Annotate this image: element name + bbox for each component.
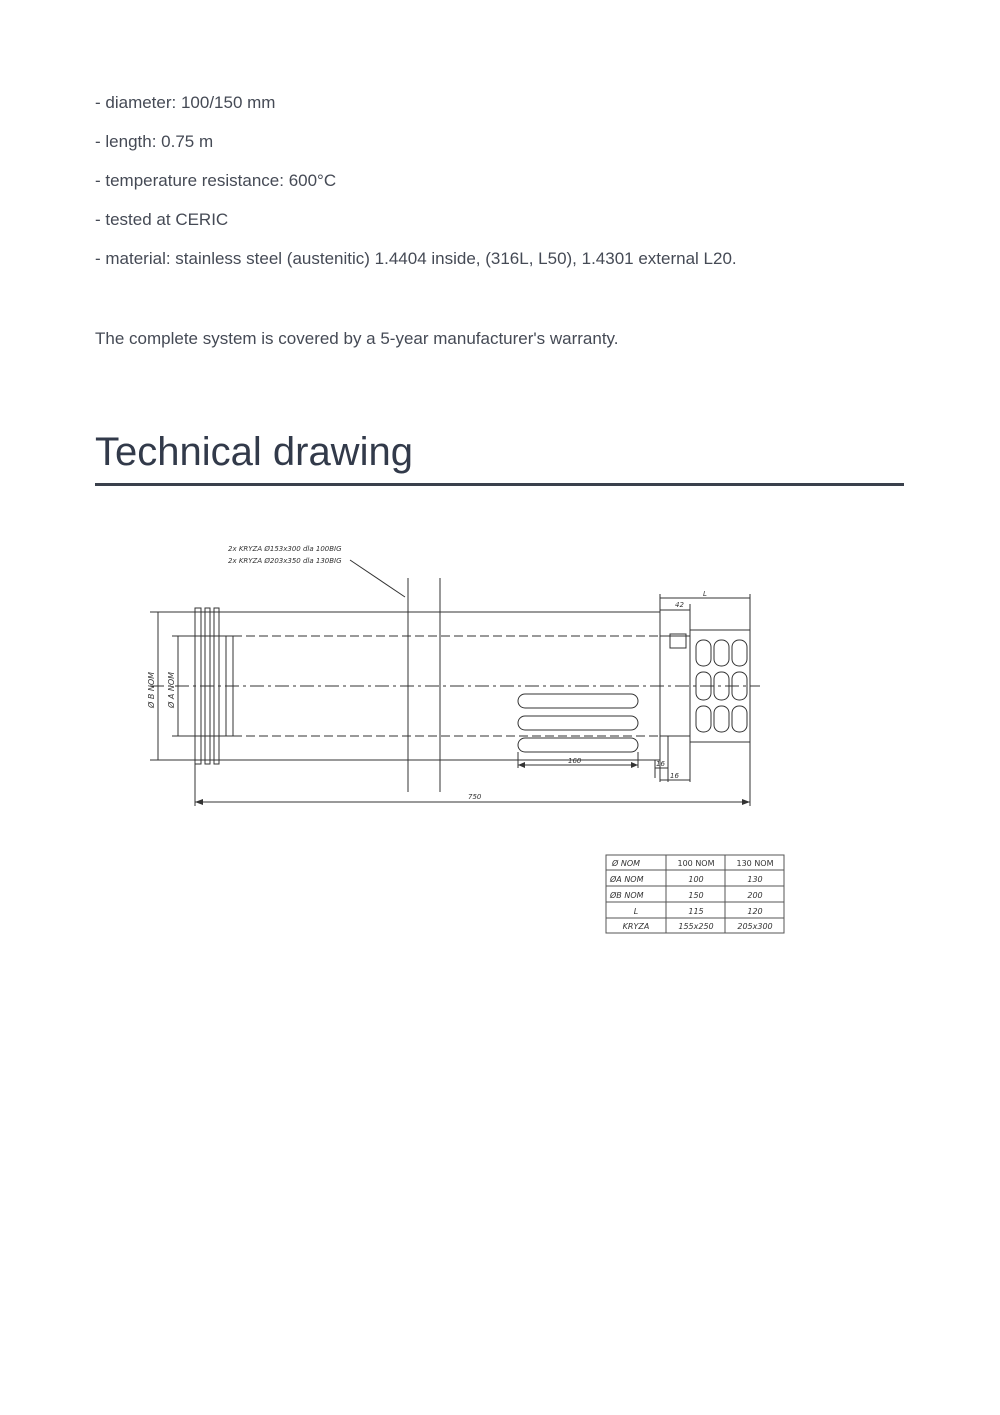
table-cell: 120 <box>747 907 763 916</box>
table-cell: KRYZA <box>622 922 650 931</box>
dim-42: 42 <box>675 601 684 609</box>
table-cell: ØB NOM <box>610 891 644 900</box>
table-header-cell: 130 NOM <box>736 859 774 868</box>
spec-temperature: - temperature resistance: 600°C <box>95 171 337 190</box>
table-header-cell: 100 NOM <box>677 859 715 868</box>
dim-16a: 16 <box>656 760 665 768</box>
section-title: Technical drawing <box>95 430 413 474</box>
dim-750: 750 <box>468 793 482 801</box>
table-cell: L <box>633 907 639 916</box>
spec-material: - material: stainless steel (austenitic) 1.4404 inside, (316L, L50), 1.4301 external L20. <box>95 249 737 268</box>
table-cell: 200 <box>747 891 763 900</box>
dim-16b: 16 <box>670 772 679 780</box>
spec-table <box>609 858 774 931</box>
table-cell: 100 <box>688 875 704 884</box>
table-cell: ØA NOM <box>610 875 644 884</box>
spec-diameter: - diameter: 100/150 mm <box>95 93 276 112</box>
dim-label-b: Ø B NOM <box>147 671 156 708</box>
callout-line-2: 2x KRYZA Ø203x350 dla 130BIG <box>228 557 342 565</box>
warranty-text: The complete system is covered by a 5-year manufacturer's warranty. <box>95 329 619 348</box>
table-cell: 155x250 <box>678 922 714 931</box>
table-cell: 205x300 <box>737 922 773 931</box>
callout-line-1: 2x KRYZA Ø153x300 dla 100BIG <box>228 545 342 553</box>
table-cell: 115 <box>688 907 704 916</box>
table-cell: 130 <box>747 875 763 884</box>
table-header-cell: Ø NOM <box>612 859 641 868</box>
dim-label-a: Ø A NOM <box>167 671 176 708</box>
table-cell: 150 <box>688 891 704 900</box>
dim-160: 160 <box>568 757 582 765</box>
spec-tested: - tested at CERIC <box>95 210 229 229</box>
spec-length: - length: 0.75 m <box>95 132 214 151</box>
dim-l: L <box>703 590 707 598</box>
